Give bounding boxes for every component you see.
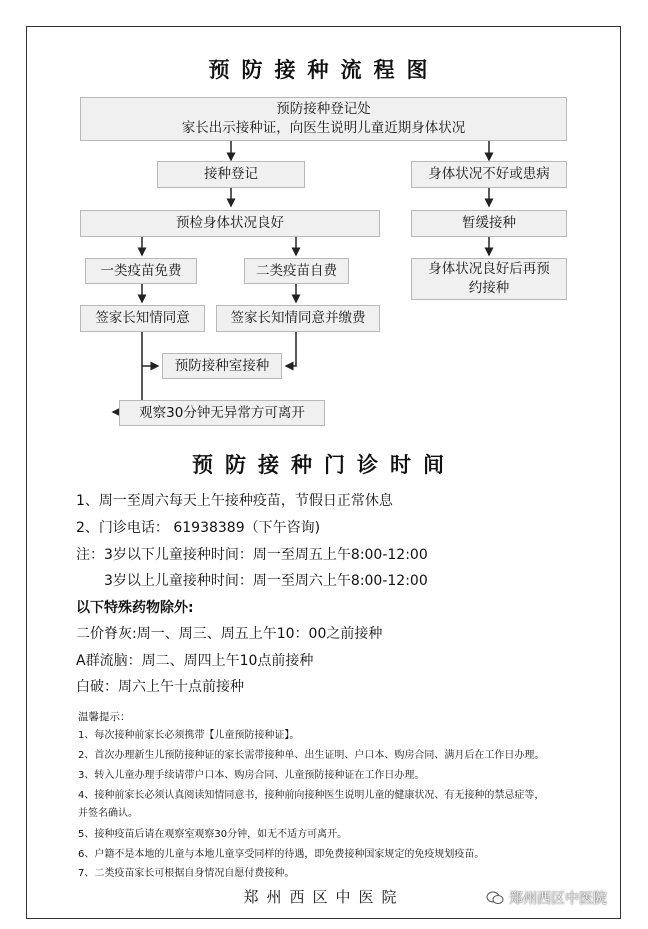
hours-line-4: 3岁以上儿童接种时间：周一至周六上午8:00-12:00 — [104, 573, 428, 589]
hours-title: 预防接种门诊时间 — [192, 453, 456, 477]
watermark-text: 郑州西区中医院 — [509, 891, 607, 907]
class2-label: 二类疫苗自费 — [256, 262, 337, 279]
observe-box — [119, 400, 325, 426]
class1-box — [85, 258, 197, 284]
precheck-box — [80, 210, 380, 237]
consent1-box — [80, 305, 205, 332]
observe-label: 观察30分钟无异常方可离开 — [139, 404, 305, 421]
class1-label: 一类疫苗免费 — [100, 262, 182, 279]
arrow-consent2-to-room — [286, 332, 296, 366]
hours-line-1: 1、周一至周六每天上午接种疫苗，节假日正常休息 — [76, 493, 393, 509]
rebook-line2: 约接种 — [468, 280, 510, 296]
register-box — [157, 161, 305, 188]
hours-line-6: 二价脊灰:周一、周三、周五上午10：00之前接种 — [76, 626, 383, 642]
hours-line-7: A群流脑：周二、周四上午10点前接种 — [76, 653, 314, 669]
registration-line2: 家长出示接种证，向医生说明儿童近期身体状况 — [181, 120, 466, 136]
hours-line-8: 白破：周六上午十点前接种 — [76, 679, 244, 695]
room-label: 预防接种室接种 — [174, 357, 270, 374]
registration-box — [80, 97, 567, 141]
rebook-line1: 身体状况良好后再预 — [428, 261, 550, 277]
flow-title: 预防接种流程图 — [208, 58, 440, 82]
hours-line-3: 注：3岁以下儿童接种时间：周一至周五上午8:00-12:00 — [76, 547, 428, 563]
tip-3: 3、转入儿童办理手续请带户口本、购房合同、儿童预防接种证在工作日办理。 — [78, 770, 425, 781]
tip-7: 7、二类疫苗家长可根据自身情况自愿付费接种。 — [78, 868, 295, 879]
tips-heading: 温馨提示： — [78, 711, 131, 723]
rebook-box — [411, 258, 567, 300]
wechat-watermark — [486, 888, 607, 908]
consent2-label: 签家长知情同意并缴费 — [230, 310, 366, 326]
register-label: 接种登记 — [204, 166, 258, 182]
tip-2: 2、首次办理新生儿预防接种证的家长需带接种单、出生证明、户口本、购房合同、满月后在工作日办理。 — [78, 750, 545, 761]
unwell-label: 身体状况不好或患病 — [428, 166, 550, 182]
consent2-box — [216, 305, 380, 332]
unwell-box — [411, 161, 567, 188]
tip-4b: 并签名确认。 — [78, 808, 138, 819]
tip-6: 6、户籍不是本地的儿童与本地儿童享受同样的待遇，即免费接种国家规定的免疫规划疫苗。 — [78, 849, 485, 860]
postpone-label: 暂缓接种 — [462, 215, 516, 231]
wechat-icon — [486, 891, 504, 905]
precheck-label: 预检身体状况良好 — [176, 215, 284, 231]
footer-hospital-name: 郑州西区中医院 — [243, 888, 405, 906]
tip-4a: 4、接种前家长必须认真阅读知情同意书，接种前向接种医生说明儿童的健康状况、有无接种的禁忌症等， — [78, 790, 545, 801]
tip-5: 5、接种疫苗后请在观察室观察30分钟，如无不适方可离开。 — [78, 829, 348, 840]
hours-line-2: 2、门诊电话： 61938389（下午咨询) — [76, 520, 321, 536]
hours-line-5: 以下特殊药物除外: — [76, 600, 194, 616]
room-box — [162, 353, 282, 379]
postpone-box — [411, 210, 567, 237]
tip-1: 1、每次接种前家长必须携带【儿童预防接种证】。 — [78, 730, 300, 741]
class2-box — [244, 258, 349, 284]
consent1-label: 签家长知情同意 — [95, 310, 190, 326]
registration-line1: 预防接种登记处 — [276, 101, 371, 117]
arrow-consent1-to-room — [142, 332, 158, 366]
